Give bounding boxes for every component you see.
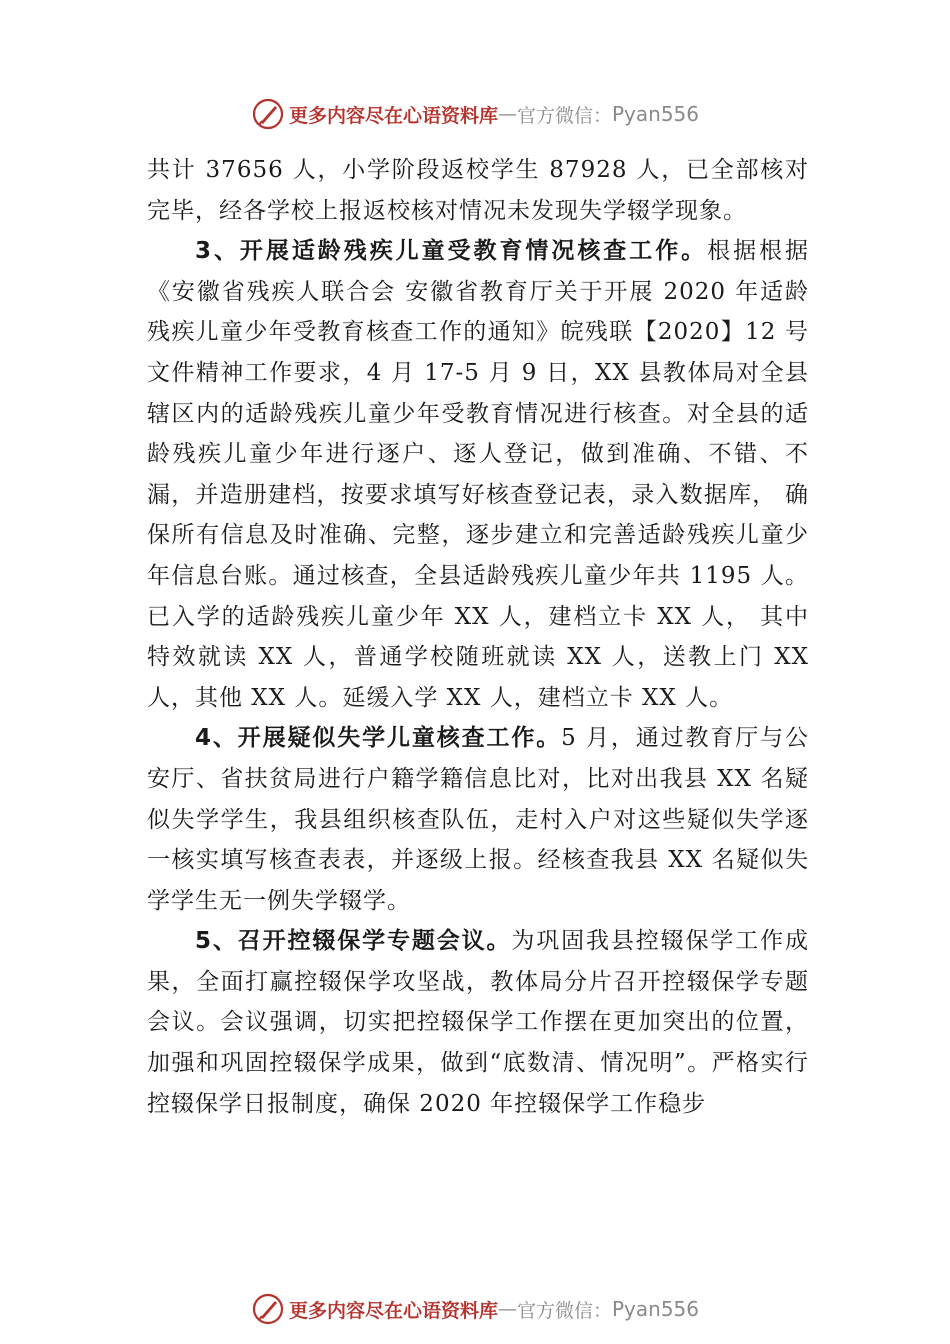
paragraph-4 (147, 921, 809, 1124)
document-body (147, 150, 809, 1124)
paragraph-3 (147, 718, 809, 921)
footer-wechat-id: Pyan556 (612, 1297, 700, 1321)
paragraph-1-text: 共计 37656 人，小学阶段返校学生 87928 人，已全部核对完毕，经各学校上报返校核对情况未发现失学辍学现象。 (147, 157, 809, 224)
paragraph-4-text: 为巩固我县控辍保学工作成果，全面打赢控辍保学攻坚战，教体局分片召开控辍保学专题会议。会议强调，切实把控辍保学工作摆在更加突出的位置，加强和巩固控辍保学成果，做到“底数清、情况明”。严格实行控辍保学日报制度，确保 2020 年控辍保学工作稳步 (147, 928, 809, 1117)
paragraph-2 (147, 231, 809, 718)
banner-wechat-label: 官方微信： (516, 104, 612, 127)
paragraph-3-text: 5 月，通过教育厅与公安厅、省扶贫局进行户籍学籍信息比对，比对出我县 XX 名疑似失学学生，我县组织核查队伍，走村入户对这些疑似失学逐一核实填写核查表表，并逐级上报。经核查我县 XX 名疑似失学学生无一例失学辍学。 (147, 725, 809, 914)
paragraph-2-text: 根据根据《安徽省残疾人联合会 安徽省教育厅关于开展 2020 年适龄残疾儿童少年受教育核查工作的通知》皖残联【2020】12 号文件精神工作要求，4 月 17-5 月 9 日，XX 县教体局对全县辖区内的适龄残疾儿童少年受教育情况进行核查。对全县的适龄残疾儿童少年进行逐户、逐人登记，做到准确、不错、不漏，并造册建档，按要求填写好核查登记表，录入数据库， 确保所有信息及时准确、完整，逐步建立和完善适龄残疾儿童少年信息台账。通过核查，全县适龄残疾儿童少年共 1195 人。已入学的适龄残疾儿童少年 XX 人，建档立卡 XX 人， 其中特效就读 XX 人，普通学校随班就读 XX 人，送教上门 XX 人，其他 XX 人。延缓入学 XX 人，建档立卡 XX 人。 (147, 238, 809, 711)
footer-dash: — (497, 1298, 517, 1320)
banner-dash: — (497, 103, 517, 125)
paragraph-2-heading: 3、开展适龄残疾儿童受教育情况核查工作。 (195, 238, 708, 265)
header-banner (0, 94, 950, 134)
banner-wechat-id: Pyan556 (612, 102, 700, 126)
quill-pen-logo-icon (251, 97, 285, 131)
quill-pen-logo-icon (251, 1292, 285, 1326)
footer-wechat-label: 官方微信： (516, 1299, 612, 1322)
footer-banner (0, 1289, 950, 1329)
banner-site-text: 更多内容尽在心语资料库 (288, 104, 498, 127)
paragraph-1 (147, 150, 809, 231)
footer-site-text: 更多内容尽在心语资料库 (288, 1299, 498, 1322)
paragraph-4-heading: 5、召开控辍保学专题会议。 (195, 928, 512, 955)
paragraph-3-heading: 4、开展疑似失学儿童核查工作。 (195, 725, 562, 752)
